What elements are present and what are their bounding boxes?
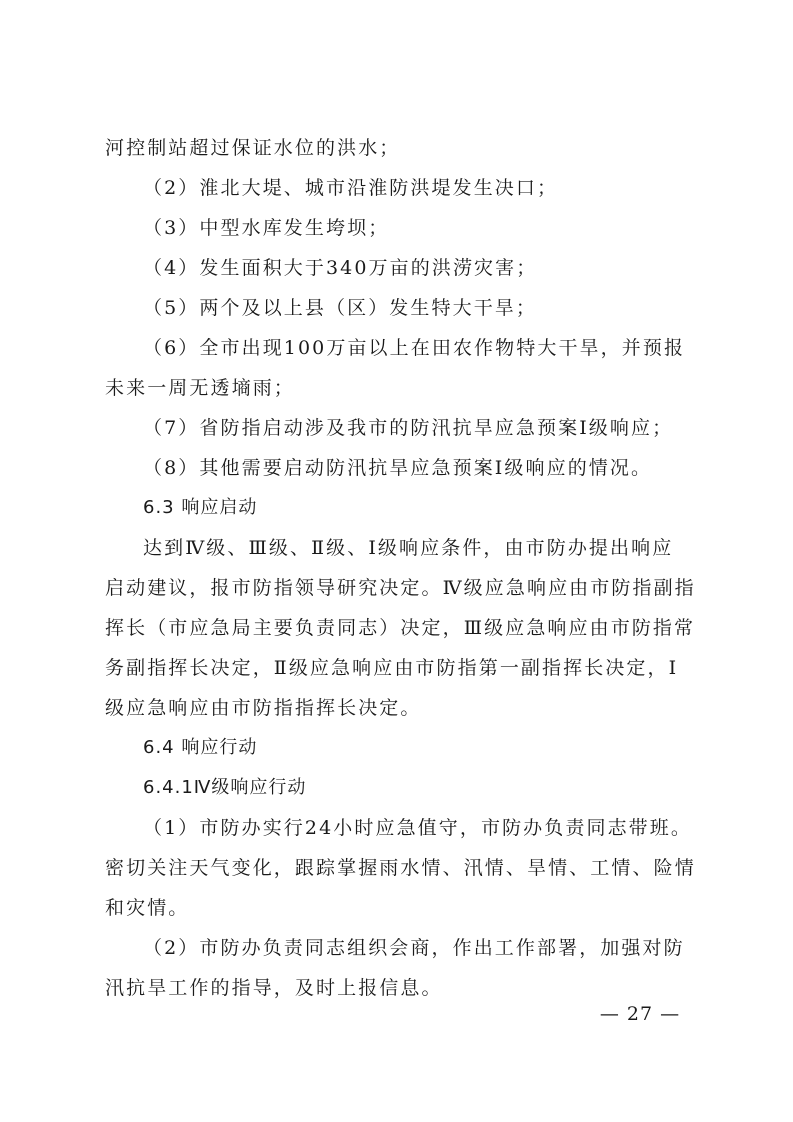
list-item: （5）两个及以上县（区）发生特大干旱；	[143, 297, 537, 319]
paragraph-line: 密切关注天气变化，跟踪掌握雨水情、汛情、旱情、工情、险情	[105, 857, 696, 879]
paragraph-line: 汛抗旱工作的指导，及时上报信息。	[105, 977, 443, 999]
list-item: （1）市防办实行24小时应急值守，市防办负责同志带班。	[143, 817, 692, 839]
paragraph-line: 达到Ⅳ级、Ⅲ级、Ⅱ级、Ⅰ级响应条件，由市防办提出响应	[143, 537, 674, 559]
body-line: 河控制站超过保证水位的洪水；	[105, 137, 401, 159]
paragraph-line: 挥长（市应急局主要负责同志）决定，Ⅲ级应急响应由市防指常	[105, 617, 696, 639]
paragraph-line: 级应急响应由市防指指挥长决定。	[105, 697, 422, 719]
list-item: （8）其他需要启动防汛抗旱应急预案Ⅰ级响应的情况。	[143, 457, 653, 479]
paragraph-line: 和灾情。	[105, 897, 190, 919]
list-item: （3）中型水库发生垮坝；	[143, 217, 390, 239]
page-number: — 27 —	[599, 1003, 681, 1025]
subsection-heading: 6.4.1Ⅳ级响应行动	[143, 777, 307, 798]
list-item: （2）市防办负责同志组织会商，作出工作部署，加强对防	[143, 937, 685, 959]
body-line: 未来一周无透墒雨；	[105, 377, 295, 399]
section-heading: 6.3 响应启动	[143, 497, 258, 518]
paragraph-line: 启动建议，报市防指领导研究决定。Ⅳ级应急响应由市防指副指	[105, 577, 696, 599]
list-item: （2）淮北大堤、城市沿淮防洪堤发生决口；	[143, 177, 559, 199]
list-item: （6）全市出现100万亩以上在田农作物特大干旱，并预报	[143, 337, 686, 359]
list-item: （4）发生面积大于340万亩的洪涝灾害；	[143, 257, 538, 279]
list-item: （7）省防指启动涉及我市的防汛抗旱应急预案Ⅰ级响应；	[143, 417, 674, 439]
paragraph-line: 务副指挥长决定，Ⅱ级应急响应由市防指第一副指挥长决定，Ⅰ	[105, 657, 679, 679]
section-heading: 6.4 响应行动	[143, 737, 258, 758]
